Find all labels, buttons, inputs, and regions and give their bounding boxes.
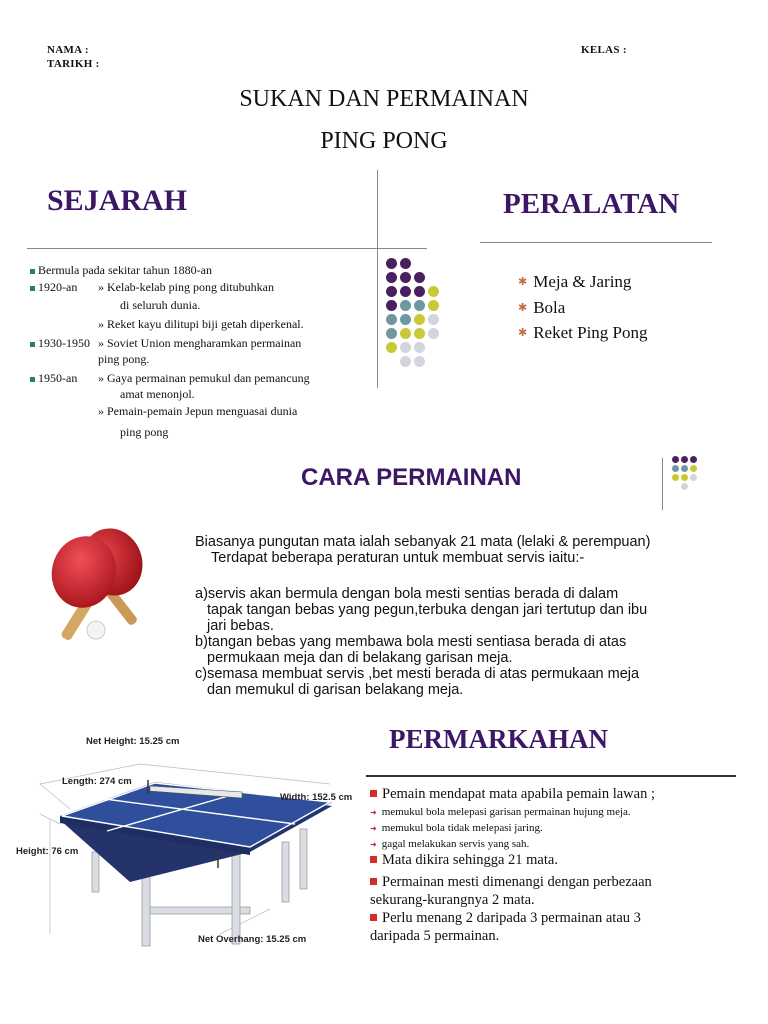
sejarah-heading: SEJARAH (47, 184, 188, 217)
list-item: ✱ Reket Ping Pong (518, 323, 648, 342)
decorative-dot (400, 356, 411, 367)
list-item: Bermula pada sekitar tahun 1880-an (30, 262, 212, 279)
dot-grid-decoration (386, 258, 466, 370)
decorative-dot (672, 474, 679, 481)
decorative-dot (400, 286, 411, 297)
arrow-bullet-icon: ➜ (370, 808, 377, 817)
decorative-dot (428, 314, 439, 325)
text-line: tapak tangan bebas yang pegun,terbuka dengan jari tertutup dan ibu (207, 602, 648, 618)
decorative-dot (414, 314, 425, 325)
decorative-dot (672, 465, 679, 472)
width-label: Width: 152.5 cm (280, 792, 353, 803)
cara-heading: CARA PERMAINAN (301, 464, 522, 491)
bullet-icon (30, 377, 35, 382)
text-line: permukaan meja dan di belakang garisan meja. (207, 650, 513, 666)
decorative-dot (681, 465, 688, 472)
decorative-dot (386, 328, 397, 339)
text-line: Biasanya pungutan mata ialah sebanyak 21 mata (lelaki & perempuan) (195, 534, 651, 550)
name-label: NAMA : (47, 44, 89, 56)
square-bullet-icon (370, 914, 377, 921)
list-item: Mata dikira sehingga 21 mata. (370, 852, 558, 869)
decorative-dot (690, 465, 697, 472)
decorative-dot (400, 272, 411, 283)
dot-grid-decoration-small (672, 456, 708, 498)
decorative-dot (386, 342, 397, 353)
star-bullet-icon: ✱ (518, 327, 528, 339)
list-item: ➜ gagal melakukan servis yang sah. (370, 838, 530, 850)
square-bullet-icon (370, 878, 377, 885)
list-item: 1930-1950 » Soviet Union mengharamkan permainan (30, 335, 90, 352)
peralatan-underline (480, 242, 712, 243)
list-item: Permainan mesti dimenangi dengan perbezaan (370, 874, 652, 891)
decorative-dot (400, 258, 411, 269)
table-illustration (10, 724, 360, 954)
page-subtitle: PING PONG (320, 128, 448, 154)
decorative-dot (400, 342, 411, 353)
overhang-label: Net Overhang: 15.25 cm (198, 934, 307, 945)
class-label: KELAS : (581, 44, 627, 56)
list-item: ping pong (120, 425, 169, 439)
square-bullet-icon (370, 856, 377, 863)
decorative-dot (414, 272, 425, 283)
decorative-dot (690, 456, 697, 463)
decorative-dot (414, 356, 425, 367)
length-label: Length: 274 cm (62, 776, 132, 787)
list-item: 1920-an » Kelab-kelab ping pong ditubuhkan (30, 279, 77, 296)
permarkahan-list (368, 786, 758, 946)
ping-pong-paddles-image (44, 522, 166, 646)
text-line: c)semasa membuat servis ,bet mesti berada di atas permukaan meja (195, 666, 640, 682)
net-height-label: Net Height: 15.25 cm (86, 736, 180, 747)
decorative-dot (386, 258, 397, 269)
star-bullet-icon: ✱ (518, 276, 528, 288)
decorative-dot (681, 474, 688, 481)
decorative-dot (681, 456, 688, 463)
cara-divider (662, 458, 663, 510)
table-diagram (10, 724, 360, 954)
permarkahan-heading: PERMARKAHAN (389, 724, 608, 754)
permarkahan-underline (366, 775, 736, 777)
decorative-dot (428, 300, 439, 311)
decorative-dot (386, 314, 397, 325)
list-item: di seluruh dunia. (120, 298, 201, 312)
decorative-dot (386, 272, 397, 283)
arrow-bullet-icon: ➜ (370, 840, 377, 849)
decorative-dot (386, 300, 397, 311)
peralatan-heading: PERALATAN (503, 188, 680, 220)
decorative-dot (414, 300, 425, 311)
list-item: Perlu menang 2 daripada 3 permainan atau 3 (370, 910, 641, 927)
decorative-dot (400, 300, 411, 311)
star-bullet-icon: ✱ (518, 302, 528, 314)
list-item: ✱ Bola (518, 298, 566, 317)
list-item: ➜ memukul bola tidak melepasi jaring. (370, 822, 543, 834)
vertical-divider (377, 170, 378, 388)
date-label: TARIKH : (47, 58, 100, 70)
ball-icon (87, 621, 105, 639)
height-label: Height: 76 cm (16, 846, 79, 857)
decorative-dot (672, 456, 679, 463)
list-item: ping pong. (98, 352, 150, 366)
decorative-dot (400, 314, 411, 325)
list-item: sekurang-kurangnya 2 mata. (370, 892, 535, 908)
list-item: amat menonjol. (120, 387, 195, 401)
decorative-dot (414, 342, 425, 353)
decorative-dot (386, 286, 397, 297)
decorative-dot (414, 328, 425, 339)
peralatan-list (518, 272, 718, 352)
list-item: ✱ Meja & Jaring (518, 272, 632, 291)
decorative-dot (690, 474, 697, 481)
list-item: daripada 5 permainan. (370, 928, 500, 944)
cara-text (195, 534, 715, 704)
decorative-dot (428, 286, 439, 297)
decorative-dot (681, 483, 688, 490)
text-line: Terdapat beberapa peraturan untuk membuat servis iaitu:- (211, 550, 585, 566)
square-bullet-icon (370, 790, 377, 797)
text-line: dan memukul di garisan belakang meja. (207, 682, 464, 698)
text-line: b)tangan bebas yang membawa bola mesti sentiasa berada di atas (195, 634, 627, 650)
list-item: » Pemain-pemain Jepun menguasai dunia (98, 404, 298, 418)
list-item: » Reket kayu dilitupi biji getah diperkenal. (98, 317, 304, 331)
decorative-dot (414, 286, 425, 297)
page-title: SUKAN DAN PERMAINAN (239, 86, 529, 112)
decorative-dot (400, 328, 411, 339)
bullet-icon (30, 269, 35, 274)
decorative-dot (428, 328, 439, 339)
arrow-bullet-icon: ➜ (370, 824, 377, 833)
list-item: 1950-an » Gaya permainan pemukul dan pemancung (30, 370, 77, 387)
sejarah-list (30, 262, 375, 442)
bullet-icon (30, 286, 35, 291)
bullet-icon (30, 342, 35, 347)
list-item: ➜ memukul bola melepasi garisan permainan hujung meja. (370, 806, 631, 818)
list-item: Pemain mendapat mata apabila pemain lawan ; (370, 786, 655, 803)
text-line: jari bebas. (207, 618, 274, 634)
text-line: a)servis akan bermula dengan bola mesti sentias berada di dalam (195, 586, 619, 602)
sejarah-underline (27, 248, 427, 249)
